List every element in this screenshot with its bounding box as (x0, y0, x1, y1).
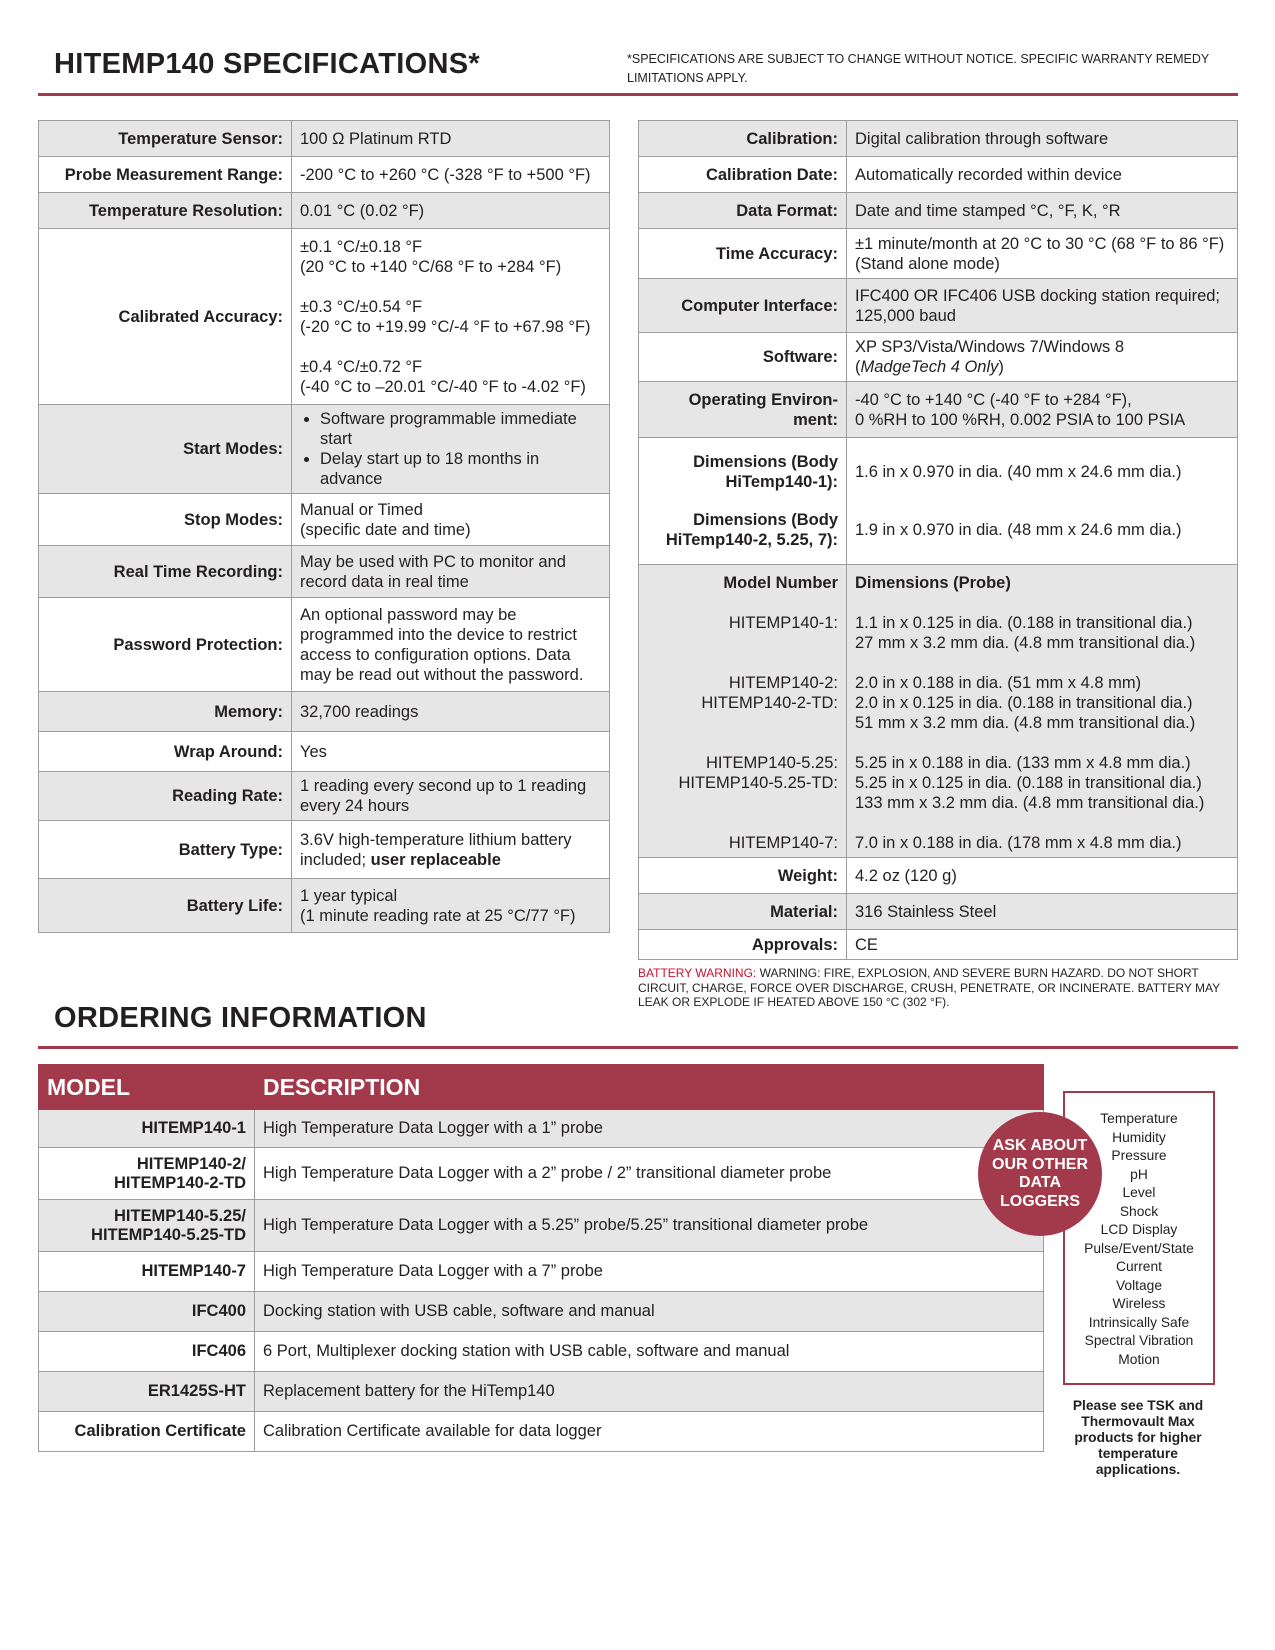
spec-row: Operating Environ- ment: -40 °C to +140 °C (-40 °F to +284 °F), 0 %RH to 100 %RH, 0.002 PSIA to 100 PSIA (639, 382, 1238, 438)
table-row (39, 1110, 1044, 1148)
battery-warning: BATTERY WARNING: WARNING: FIRE, EXPLOSION, AND SEVERE BURN HAZARD. DO NOT SHORT CIRCUIT, CHARGE, FORCE OVER DISCHARGE, CRUSH, PENETRATE, OR INCINERATE. BATTERY MAY LEAK OR EXPLODE IF HEATED ABOVE 150 °C (302 °F). (638, 966, 1220, 1009)
logger-type-item: Shock (1119, 1203, 1159, 1219)
logger-type-item: Humidity (1112, 1129, 1166, 1145)
spec-row: Wrap Around: Yes (39, 732, 610, 772)
spec-row: Battery Type: 3.6V high-temperature lithium battery included; user replaceable (39, 821, 610, 879)
table-row (39, 1148, 1044, 1200)
spec-row: Calibrated Accuracy: ±0.1 °C/±0.18 °F (20 °C to +140 °C/68 °F to +284 °F) ±0.3 °C/±0.54 °F (-20 °C to +19.99 °C/-4 °F to +67.98 °F) ±0.4 °C/±0.72 °F (-40 °C to –20.01 °C/-40 °F to -4.02 °F) (39, 229, 610, 405)
ask-about-circle: ASK ABOUT OUR OTHER DATA LOGGERS (978, 1112, 1102, 1236)
description-cell: High Temperature Data Logger with a 7” probe (255, 1252, 1044, 1292)
model-column-header: MODEL (39, 1065, 255, 1110)
spec-row: Material: 316 Stainless Steel (639, 894, 1238, 930)
right-spec-table (638, 120, 1238, 960)
spec-row: Weight: 4.2 oz (120 g) (639, 858, 1238, 894)
table-row (39, 1292, 1044, 1332)
description-cell: High Temperature Data Logger with a 2” probe / 2” transitional diameter probe (255, 1148, 1044, 1200)
logger-type-item: LCD Display (1100, 1222, 1178, 1237)
logger-type-item: Level (1122, 1185, 1156, 1200)
spec-row: Calibration Date: Automatically recorded within device (639, 157, 1238, 193)
spec-row: Temperature Resolution: 0.01 °C (0.02 °F) (39, 193, 610, 229)
header-rule (38, 93, 1238, 96)
table-row (39, 1372, 1044, 1412)
description-cell: Docking station with USB cable, software and manual (255, 1292, 1044, 1332)
table-row (39, 1252, 1044, 1292)
logger-type-item: Pulse/Event/State (1084, 1240, 1194, 1256)
model-cell: ER1425S-HT (39, 1372, 255, 1412)
ordering-rule (38, 1046, 1238, 1049)
spec-row: Stop Modes: Manual or Timed (specific date and time) (39, 494, 610, 546)
probe-dimensions-row: Model Number HITEMP140-1: HITEMP140-2: HITEMP140-2-TD: HITEMP140-5.25: HITEMP140-5.25-TD: HITEMP140-7: Dimensions (Probe) 1.1 in x 0.125 in dia. (0.188 in transitional dia.) 27 mm x 3.2 mm dia. (4.8 mm transitional dia.) 2.0 in x 0.188 in dia. (51 mm x 4.8 mm) 2.0 in x 0.125 in dia. (0.188 in transitional dia.) 51 mm x 3.2 mm dia. (4.8 mm transitional dia.) 5.25 in x 0.188 in dia. (133 mm x 4.8 mm dia.) 5.25 in x 0.125 in dia. (0.188 in transitional dia.) 133 mm x 3.2 mm dia. (4.8 mm transitional dia.) 7.0 in x 0.188 in dia. (178 mm x 4.8 mm dia.) (639, 565, 1238, 858)
model-cell: HITEMP140-5.25/ HITEMP140-5.25-TD (39, 1200, 255, 1252)
spec-row: Software: XP SP3/Vista/Windows 7/Windows 8 (MadgeTech 4 Only) (639, 333, 1238, 382)
logger-type-item: Current (1115, 1259, 1162, 1274)
description-cell: High Temperature Data Logger with a 1” probe (255, 1110, 1044, 1148)
spec-row: Start Modes: • Software programmable immediate start • Delay start up to 18 months in advance (39, 405, 610, 494)
spec-row: Probe Measurement Range: -200 °C to +260 °C (-328 °F to +500 °F) (39, 157, 610, 193)
spec-row: Memory: 32,700 readings (39, 692, 610, 732)
spec-row: Real Time Recording: May be used with PC to monitor and record data in real time (39, 546, 610, 598)
left-spec-table (38, 120, 610, 933)
table-row (39, 1200, 1044, 1252)
description-column-header: DESCRIPTION (255, 1065, 1044, 1110)
spec-row: Approvals: CE (639, 930, 1238, 960)
ordering-header (39, 1065, 1044, 1110)
description-cell: Calibration Certificate available for data logger (255, 1412, 1044, 1452)
description-cell: High Temperature Data Logger with a 5.25” probe/5.25” transitional diameter probe (255, 1200, 1044, 1252)
spec-row: Time Accuracy: ±1 minute/month at 20 °C to 30 °C (68 °F to 86 °F) (Stand alone mode) (639, 229, 1238, 279)
spec-row: Calibration: Digital calibration through software (639, 121, 1238, 157)
logger-type-item: Wireless (1112, 1296, 1166, 1311)
ordering-table (38, 1064, 1044, 1452)
spec-row: Dimensions (Body HiTemp140-1): Dimensions (Body HiTemp140-2, 5.25, 7): 1.6 in x 0.970 in dia. (40 mm x 24.6 mm dia.) 1.9 in x 0.970 in dia. (48 mm x 24.6 mm dia.) (639, 438, 1238, 565)
logger-type-item: Intrinsically Safe (1088, 1314, 1190, 1330)
model-cell: IFC400 (39, 1292, 255, 1332)
spec-row: Battery Life: 1 year typical (1 minute reading rate at 25 °C/77 °F) (39, 879, 610, 933)
model-cell: Calibration Certificate (39, 1412, 255, 1452)
spec-row: Reading Rate: 1 reading every second up to 1 reading every 24 hours (39, 772, 610, 821)
spec-row: Data Format: Date and time stamped °C, °F, K, °R (639, 193, 1238, 229)
table-row (39, 1332, 1044, 1372)
logger-type-item: Temperature (1100, 1111, 1178, 1126)
logger-type-item: pH (1130, 1166, 1148, 1182)
page-title: HITEMP140 SPECIFICATIONS* (54, 48, 480, 80)
ordering-title: ORDERING INFORMATION (54, 1002, 427, 1034)
description-cell: Replacement battery for the HiTemp140 (255, 1372, 1044, 1412)
spec-row: Temperature Sensor: 100 Ω Platinum RTD (39, 121, 610, 157)
logger-type-item: Voltage (1115, 1277, 1163, 1293)
model-cell: IFC406 (39, 1332, 255, 1372)
model-cell: HITEMP140-7 (39, 1252, 255, 1292)
table-row (39, 1412, 1044, 1452)
logger-type-item: Spectral Vibration (1084, 1333, 1194, 1348)
model-cell: HITEMP140-2/ HITEMP140-2-TD (39, 1148, 255, 1200)
model-cell: HITEMP140-1 (39, 1110, 255, 1148)
description-cell: 6 Port, Multiplexer docking station with USB cable, software and manual (255, 1332, 1044, 1372)
spec-row: Password Protection: An optional password may be programmed into the device to restrict access to configuration options. Data may be read out without the password. (39, 598, 610, 692)
logger-type-item: Motion (1118, 1351, 1160, 1367)
spec-row: Computer Interface: IFC400 OR IFC406 USB docking station required; 125,000 baud (639, 279, 1238, 333)
disclaimer: *SPECIFICATIONS ARE SUBJECT TO CHANGE WITHOUT NOTICE. SPECIFIC WARRANTY REMEDY LIMITATIONS APPLY. (627, 52, 1210, 85)
logger-type-item: Pressure (1111, 1148, 1167, 1163)
higher-temperature-note: Please see TSK and Thermovault Max products for higher temperature applications. (1072, 1398, 1204, 1477)
